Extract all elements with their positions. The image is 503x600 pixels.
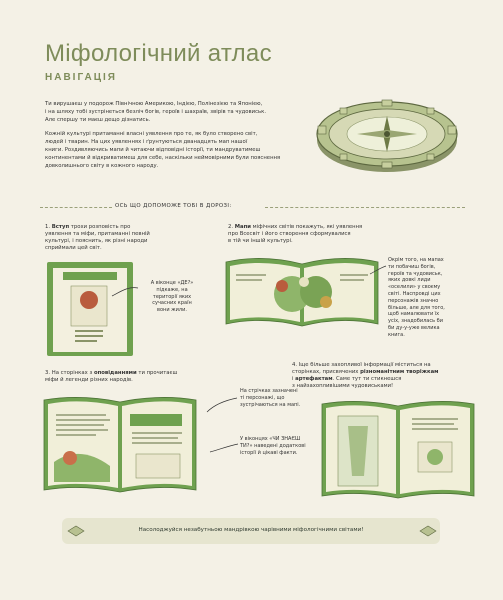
help-heading: ОСЬ ЩО ДОПОМОЖЕ ТОБІ В ДОРОЗІ: <box>115 203 232 209</box>
step-3-story-book-image <box>40 392 200 500</box>
step-4-artifact-book-image <box>318 396 478 506</box>
step-2-map-book-image <box>222 252 382 334</box>
step-1-text: 1. Вступ трохи розповість про уявлення та міфи, притаманні певній культурі, і пояснить, як різні народи сприймали цей світ. <box>45 224 150 251</box>
step-2-text: 2. Мапи міфічних світів покажуть, які уявлення про Всесвіт і його створення сформувалися в тій чи іншій культурі. <box>228 224 363 244</box>
step-3-pointer-b <box>208 440 240 456</box>
intro-paragraph-2: Кожній культурі притаманні власні уявлення про те, як було створено світ, людей і тварин. На цих уявленнях і ґрунтуються дванадцять мап нашої книги. Роздивляючись мапи й читаючи відповідні історії, ти мандруватимеш континентами й відкриватимеш для себе, наскільки неймовірними були пояснення довколишнього світу в кожного народу. <box>45 131 281 169</box>
step-3-callout-ribbons: На стрічках зазначені ті персонажі, що зустрічаються на мапі. <box>240 388 301 408</box>
step-3-callout-did-you-know: У віконцях «ЧИ ЗНАЄШ ТИ?» наведені додаткові історії й цікаві факти. <box>240 436 306 456</box>
divider-left <box>40 207 112 208</box>
divider-right <box>265 207 465 208</box>
page-title: Міфологічний атлас <box>45 40 272 67</box>
step-4-text: 4. Іще більше захопливої інформації міститься на сторінках, присвячених різноманітним творіжкам і артефактам. Саме тут ти стикнешся з найзахопливішими чудовиськами! <box>292 362 439 389</box>
step-1-pointer <box>110 284 140 298</box>
step-3-pointer-a <box>205 394 239 414</box>
footer-right-ornament-icon <box>418 524 438 538</box>
page-subtitle: НАВІГАЦІЯ <box>45 72 117 83</box>
compass-illustration <box>312 90 462 180</box>
intro-paragraph-1: Ти вирушаєш у подорож Північною Америкою, Індією, Полінезією та Японією, і на шляху тобі зустрінеться безліч богів, героїв і шахраїв, звірів та чудовиськ. Але спершу ти маєш дещо дізнатись. <box>45 101 267 123</box>
step-1-book-image <box>45 258 135 358</box>
step-2-pointer <box>368 264 388 276</box>
step-1-callout: А віконце «ДЕ?» підкаже, на території яких сучасних країн вони жили. <box>150 280 194 314</box>
step-3-text: 3. На сторінках з оповіданнями ти прочитаєш міфи й легенди різних народів. <box>45 370 178 383</box>
footer-text: Насолоджуйся незабутньою мандрівкою чарівними міфологічними світами! <box>138 527 364 533</box>
step-2-callout: Окрім того, на мапах ти побачиш богів, героїв та чудовиськ, яких довкі лиди «оселили» у своєму світі. Наспровді цих персонажів значно більше, але для того, щоб намалювати їх усіх, знадобилась би би ду-у-уже велика книга. <box>388 257 445 338</box>
